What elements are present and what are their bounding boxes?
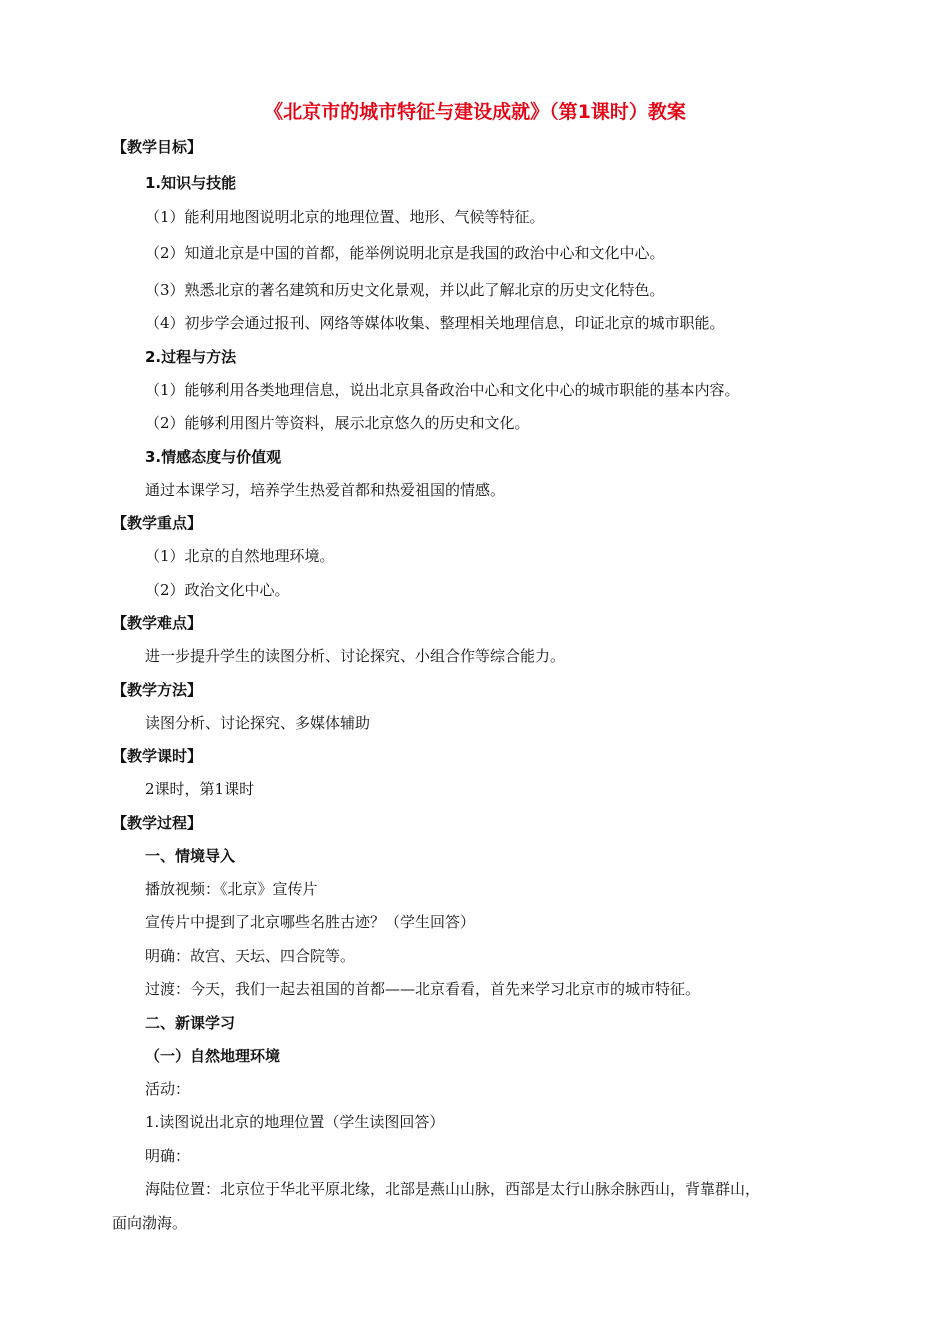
objective-item: （1）能够利用各类地理信息，说出北京具备政治中心和文化中心的城市职能的基本内容。 [145, 381, 740, 399]
section-heading-methods: 【教学方法】 [112, 681, 203, 699]
paragraph: 1.读图说出北京的地理位置（学生读图回答） [145, 1113, 445, 1131]
subheading-natural-environment: （一）自然地理环境 [145, 1047, 281, 1065]
paragraph: 海陆位置：北京位于华北平原北缘，北部是燕山山脉，西部是太行山脉余脉西山，背靠群山， [145, 1180, 761, 1198]
subheading-new-lesson: 二、新课学习 [145, 1014, 236, 1032]
paragraph: 明确：故宫、天坛、四合院等。 [145, 947, 356, 965]
objective-item: （4）初步学会通过报刊、网络等媒体收集、整理相关地理信息，印证北京的城市职能。 [145, 314, 725, 332]
paragraph: 2课时，第1课时 [145, 780, 255, 798]
paragraph: 活动： [145, 1080, 191, 1098]
objective-item: （2）知道北京是中国的首都，能举例说明北京是我国的政治中心和文化中心。 [145, 244, 665, 262]
paragraph: 读图分析、讨论探究、多媒体辅助 [145, 714, 371, 732]
subheading-introduction: 一、情境导入 [145, 847, 236, 865]
subheading-attitude-values: 3.情感态度与价值观 [145, 448, 282, 466]
key-point-item: （1）北京的自然地理环境。 [145, 547, 335, 565]
document-title: 《北京市的城市特征与建设成就》（第1课时）教案 [264, 101, 686, 123]
subheading-process-method: 2.过程与方法 [145, 348, 237, 366]
objective-item: （3）熟悉北京的著名建筑和历史文化景观，并以此了解北京的历史文化特色。 [145, 281, 665, 299]
section-heading-periods: 【教学课时】 [112, 747, 203, 765]
paragraph: 通过本课学习，培养学生热爱首都和热爱祖国的情感。 [145, 481, 506, 499]
paragraph: 播放视频：《北京》宣传片 [145, 880, 318, 898]
paragraph: 进一步提升学生的读图分析、讨论探究、小组合作等综合能力。 [145, 647, 566, 665]
subheading-knowledge-skills: 1.知识与技能 [145, 174, 237, 192]
paragraph: 过渡：今天，我们一起去祖国的首都——北京看看，首先来学习北京市的城市特征。 [145, 980, 701, 998]
objective-item: （2）能够利用图片等资料，展示北京悠久的历史和文化。 [145, 414, 530, 432]
section-heading-process: 【教学过程】 [112, 814, 203, 832]
paragraph-continuation: 面向渤海。 [112, 1214, 188, 1232]
paragraph: 明确： [145, 1147, 191, 1165]
section-heading-difficulties: 【教学难点】 [112, 614, 203, 632]
section-heading-key-points: 【教学重点】 [112, 514, 203, 532]
key-point-item: （2）政治文化中心。 [145, 581, 290, 599]
objective-item: （1）能利用地图说明北京的地理位置、地形、气候等特征。 [145, 208, 545, 226]
paragraph: 宣传片中提到了北京哪些名胜古迹？（学生回答） [145, 913, 476, 931]
section-heading-objectives: 【教学目标】 [112, 138, 203, 156]
